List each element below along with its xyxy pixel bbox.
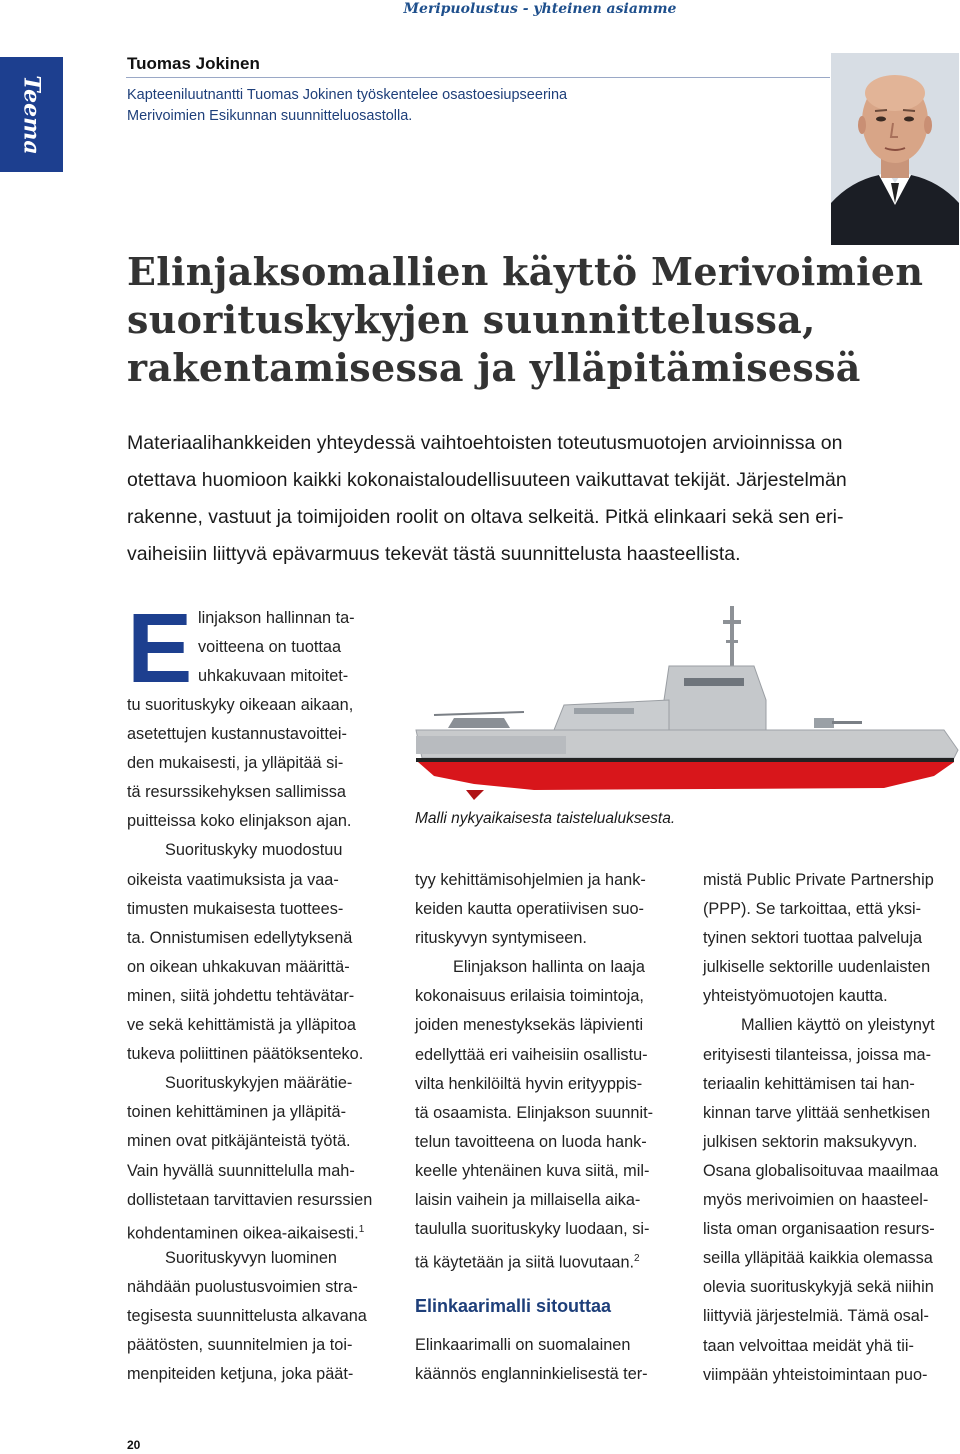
body-line: Suorituskyvyn luominen: [165, 1248, 337, 1267]
body-line: erityisesti tilanteissa, joissa ma-: [703, 1045, 932, 1064]
body-line: taan velvoittaa meidät yhä tii-: [703, 1336, 914, 1355]
article-title: [127, 248, 924, 392]
body-line: puitteissa koko elinjakson ajan.: [127, 812, 352, 831]
lede-line: rakenne, vastuut ja toimijoiden roolit on oltava selkeitä. Pitkä elinkaari sekä sen eri-: [127, 506, 844, 528]
body-line: Suorituskyky muodostuu: [165, 841, 343, 860]
section-subheading: Elinkaarimalli sitouttaa: [415, 1296, 612, 1316]
author-bio-line: Merivoimien Esikunnan suunnitteluosastolla.: [127, 108, 413, 124]
body-line: julkisen sektorin maksukyvyn.: [703, 1132, 918, 1151]
title-line: suorituskykyjen suunnittelussa,: [127, 297, 816, 342]
body-line: tä resurssikehyksen sallimissa: [127, 783, 346, 802]
lede-line: otettava huomioon kaikki kokonaistaloudellisuuteen vaikuttavat tekijät. Järjestelmän: [127, 469, 847, 491]
body-line: den mukaisesti, ja ylläpitää si-: [127, 754, 344, 773]
body-line: joiden menestyksekäs läpivienti: [415, 1016, 644, 1035]
body-line: ve sekä kehittämistä ja ylläpitoa: [127, 1016, 356, 1035]
lede-line: vaiheisiin liittyvä epävarmuus tekevät tästä suunnittelusta haasteellista.: [127, 543, 741, 565]
body-line: tä osaamista. Elinjakson suunnit-: [415, 1103, 654, 1122]
body-line: mistä Public Private Partnership: [703, 871, 934, 889]
body-line: tyy kehittämisohjelmien ja hank-: [415, 871, 646, 889]
body-line: Suorituskykyjen määrätie-: [165, 1074, 353, 1093]
body-line: on oikean uhkakuvan määrittä-: [127, 957, 350, 976]
warship-image: [414, 600, 960, 810]
portrait-image: [831, 53, 959, 245]
body-line: edellyttää eri vaiheisiin osallistu-: [415, 1045, 648, 1064]
body-line: toinen kehittäminen ja ylläpitä-: [127, 1103, 347, 1122]
article-lede: [127, 425, 960, 573]
body-line: julkiselle sektorille uudenlaisten: [703, 958, 931, 977]
body-line: [127, 1215, 383, 1244]
body-line: telun tavoitteena on luoda hank-: [415, 1132, 647, 1151]
body-line: liittyviä järjestelmiä. Tämä osal-: [703, 1307, 929, 1326]
body-line-text: tä käytetään ja siitä luovutaan.: [415, 1253, 635, 1272]
body-line: Vain hyvällä suunnittelulla mah-: [127, 1161, 355, 1180]
body-line: nähdään puolustusvoimien stra-: [127, 1277, 358, 1296]
body-line: taululla suorituskyky luodaan, si-: [415, 1220, 650, 1239]
section-tab-label: Teema: [18, 74, 45, 155]
body-line: käännös englanninkielisestä ter-: [415, 1365, 648, 1384]
column-1-intro: [198, 604, 383, 691]
body-line: viimpään yhteistoimintaan puo-: [703, 1365, 928, 1384]
author-bio: [127, 85, 727, 127]
body-line: (PPP). Se tarkoittaa, että yksi-: [703, 900, 922, 919]
body-line: Mallien käyttö on yleistynyt: [741, 1016, 935, 1035]
body-line: minen ovat pitkäjänteistä työtä.: [127, 1132, 351, 1151]
author-name: Tuomas Jokinen: [127, 54, 260, 73]
author-divider: [126, 77, 830, 78]
lede-line: Materiaalihankkeiden yhteydessä vaihtoehtoisten toteutusmuotojen arvioinnissa on: [127, 432, 843, 454]
column-2: [415, 866, 671, 1273]
body-line: teriaalin kehittämisen tai han-: [703, 1074, 915, 1093]
body-line: rituskyvyn syntymiseen.: [415, 929, 587, 948]
body-line: linjakson hallinnan ta-: [198, 609, 355, 627]
column-2-continued: [415, 1331, 671, 1389]
author-portrait: [831, 53, 959, 245]
column-1: [127, 691, 383, 1389]
body-line: asetettujen kustannustavoittei-: [127, 725, 347, 744]
body-line: voitteena on tuottaa: [198, 638, 342, 657]
body-line-text: kohdentaminen oikea-aikaisesti.: [127, 1224, 359, 1243]
drop-cap: E: [127, 593, 193, 703]
body-line: [415, 1244, 671, 1273]
body-line: uhkakuvaan mitoitet-: [198, 667, 349, 686]
ship-illustration: [414, 600, 960, 810]
body-line: myös merivoimien on haasteel-: [703, 1191, 929, 1210]
body-line: Elinkaarimalli on suomalainen: [415, 1336, 631, 1354]
footnote-ref: 1: [358, 1223, 365, 1235]
body-line: kinnan tarve ylittää senhetkisen: [703, 1103, 931, 1122]
body-line: kokonaisuus erilaisia toimintoja,: [415, 987, 644, 1006]
body-line: päätösten, suunnitelmien ja toi-: [127, 1336, 353, 1355]
body-line: olevia suorituskykyjä sekä niihin: [703, 1278, 934, 1297]
section-tab: [0, 57, 63, 172]
author-bio-line: Kapteeniluutnantti Tuomas Jokinen työskentelee osastoesiupseerina: [127, 87, 568, 103]
body-line: timusten mukaisesta tuottees-: [127, 899, 344, 918]
title-line: rakentamisessa ja ylläpitämisessä: [127, 345, 861, 390]
body-line: laisin vaihein ja millaisella aika-: [415, 1191, 641, 1210]
publication-header: Meripuolustus - yhteinen asiamme: [403, 1, 677, 17]
title-line: Elinjaksomallien käyttö Merivoimien: [127, 249, 924, 294]
body-line: seilla ylläpitää kaikkia olemassa: [703, 1249, 933, 1268]
body-line: menpiteiden ketjuna, joka päät-: [127, 1365, 354, 1384]
body-line: tegisesta suunnittelusta alkavana: [127, 1306, 367, 1325]
column-3: [703, 866, 959, 1390]
page-number: 20: [127, 1438, 141, 1452]
footnote-ref: 2: [634, 1253, 640, 1265]
body-line: tyinen sektori tuottaa palveluja: [703, 929, 923, 948]
body-line: dollistetaan tarvittavien resurssien: [127, 1190, 373, 1209]
body-line: Osana globalisoituvaa maailmaa: [703, 1161, 939, 1180]
body-line: vilta henkilöiltä hyvin erityyppis-: [415, 1074, 643, 1093]
body-line: tu suorituskyky oikeaan aikaan,: [127, 696, 354, 714]
body-line: minen, siitä johdettu tehtävätar-: [127, 986, 355, 1005]
body-line: lista oman organisaation resurs-: [703, 1220, 935, 1239]
figure-caption: Malli nykyaikaisesta taistelualuksesta.: [415, 810, 676, 827]
body-line: keiden kautta operatiivisen suo-: [415, 900, 644, 919]
body-line: oikeista vaatimuksista ja vaa-: [127, 870, 339, 889]
body-line: yhteistyömuotojen kautta.: [703, 987, 888, 1006]
body-line: keelle yhtenäinen kuva siitä, mil-: [415, 1161, 650, 1180]
body-line: Elinjakson hallinta on laaja: [453, 958, 645, 977]
body-line: ta. Onnistumisen edellytyksenä: [127, 928, 353, 947]
body-line: tukeva poliittinen päätöksenteko.: [127, 1045, 364, 1064]
